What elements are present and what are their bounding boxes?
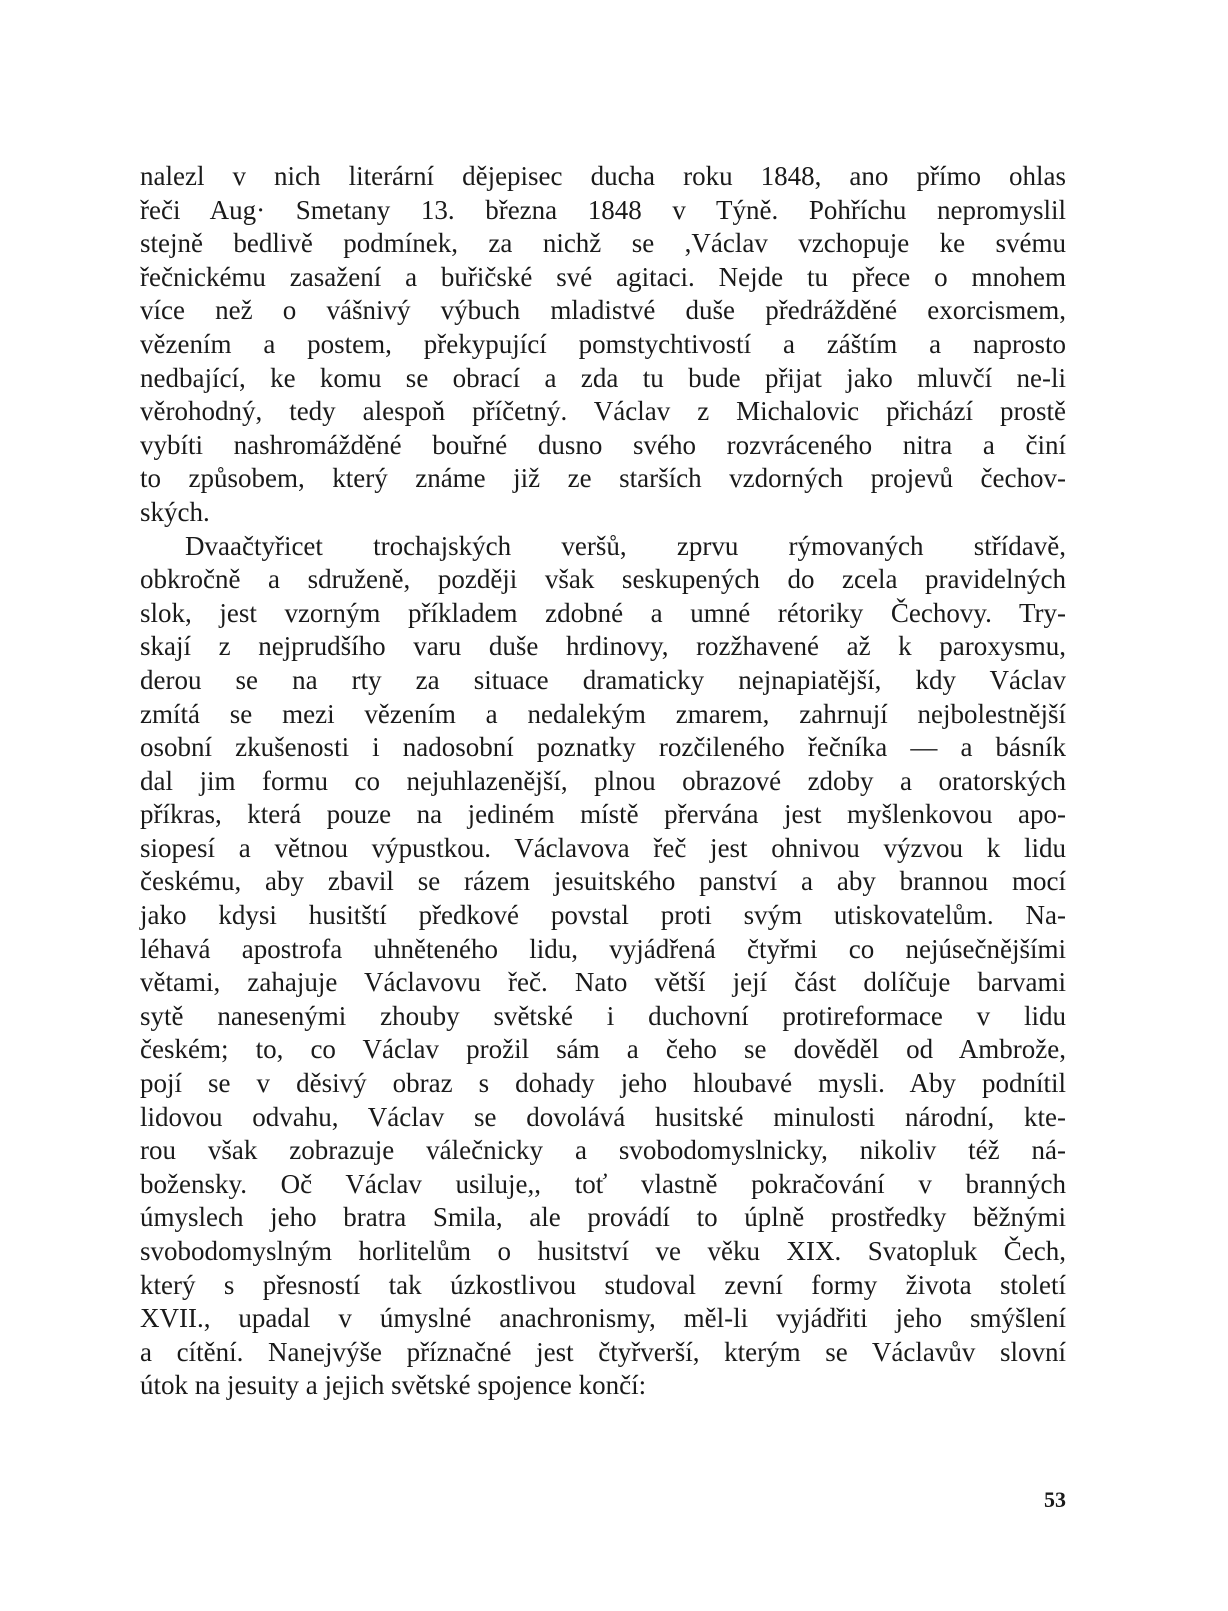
text-line: dal jim formu co nejuhlazenější, plnou obrazové zdoby a oratorských [140, 765, 1066, 796]
text-line: větami, zahajuje Václavovu řeč. Nato větší její část dolíčuje barvami [140, 967, 1066, 998]
text-line: více než o vášnivý výbuch mladistvé duše předrážděné exorcismem, [140, 295, 1066, 326]
text-line: léhavá apostrofa uhněteného lidu, vyjádřená čtyřmi co nejúsečnějšími [140, 933, 1066, 964]
text-line: ských. [140, 496, 210, 527]
text-line: řeči Aug· Smetany 13. března 1848 v Týně. Pohříchu nepromyslil [140, 194, 1066, 225]
text-line: a cítění. Nanejvýše příznačné jest čtyřverší, kterým se Václavův slovní [140, 1336, 1066, 1367]
text-line: rou však zobrazuje válečnicky a svobodomyslnicky, nikoliv též ná- [140, 1135, 1066, 1166]
page-number: 53 [1044, 1487, 1066, 1512]
text-line: pojí se v děsivý obraz s dohady jeho hloubavé mysli. Aby podnítil [140, 1068, 1066, 1099]
text-line: který s přesností tak úzkostlivou studoval zevní formy života století [140, 1269, 1066, 1300]
text-line: příkras, která pouze na jediném místě přervána jest myšlenkovou apo- [140, 799, 1066, 830]
text-line: lidovou odvahu, Václav se dovolává husitské minulosti národní, kte- [140, 1101, 1066, 1132]
text-line: věrohodný, tedy alespoň příčetný. Václav z Michalovic přichází prostě [140, 396, 1066, 427]
text-line: XVII., upadal v úmyslné anachronismy, měl-li vyjádřiti jeho smýšlení [140, 1303, 1066, 1334]
text-line: sytě nanesenými zhouby světské i duchovní protireformace v lidu [140, 1000, 1066, 1031]
text-line: českému, aby zbavil se rázem jesuitského panství a aby brannou mocí [140, 866, 1066, 897]
text-line: to způsobem, který známe již ze starších vzdorných projevů čechov- [140, 463, 1066, 494]
text-line: českém; to, co Václav prožil sám a čeho se dověděl od Ambrože, [140, 1034, 1066, 1065]
paragraph [140, 530, 1066, 1403]
text-line: vězením a postem, překypující pomstychtivostí a záštím a naprosto [140, 328, 1066, 359]
text-line: stejně bedlivě podmínek, za nichž se ,Václav vzchopuje ke svému [140, 228, 1066, 259]
text-line: božensky. Oč Václav usiluje,, toť vlastně pokračování v branných [140, 1168, 1066, 1199]
text-line: skají z nejprudšího varu duše hrdinovy, rozžhavené až k paroxysmu, [140, 631, 1066, 662]
text-line: nedbající, ke komu se obrací a zda tu bude přijat jako mluvčí ne-li [140, 362, 1066, 393]
text-line: vybíti nashromážděné bouřné dusno svého rozvráceného nitra a činí [140, 429, 1066, 460]
text-line: siopesí a větnou výpustkou. Václavova řeč jest ohnivou výzvou k lidu [140, 832, 1066, 863]
text-line: úmyslech jeho bratra Smila, ale provádí to úplně prostředky běžnými [140, 1202, 1066, 1233]
text-line: nalezl v nich literární dějepisec ducha roku 1848, ano přímo ohlas [140, 161, 1066, 191]
text-line: slok, jest vzorným příkladem zdobné a umné rétoriky Čechovy. Try- [140, 597, 1066, 628]
text-line: řečnickému zasažení a buřičské své agitaci. Nejde tu přece o mnohem [140, 261, 1066, 292]
text-line: derou se na rty za situace dramaticky nejnapiatější, kdy Václav [140, 664, 1066, 695]
text-line: svobodomyslným horlitelům o husitství ve věku XIX. Svatopluk Čech, [140, 1236, 1066, 1266]
text-line: osobní zkušenosti i nadosobní poznatky rozčileného řečníka — a básník [140, 732, 1066, 763]
text-line: útok na jesuity a jejich světské spojence končí: [140, 1370, 647, 1401]
text-line: Dvaačtyřicet trochajských veršů, zprvu rýmovaných střídavě, [185, 530, 1066, 561]
text-line: obkročně a sdruženě, později však seskupených do zcela pravidelných [140, 564, 1066, 595]
text-line: zmítá se mezi vězením a nedalekým zmarem, zahrnují nejbolestnější [140, 698, 1066, 729]
paragraph [140, 160, 1066, 530]
text-line: jako kdysi husitští předkové povstal proti svým utiskovatelům. Na- [140, 900, 1066, 931]
body-text [140, 160, 1066, 1403]
